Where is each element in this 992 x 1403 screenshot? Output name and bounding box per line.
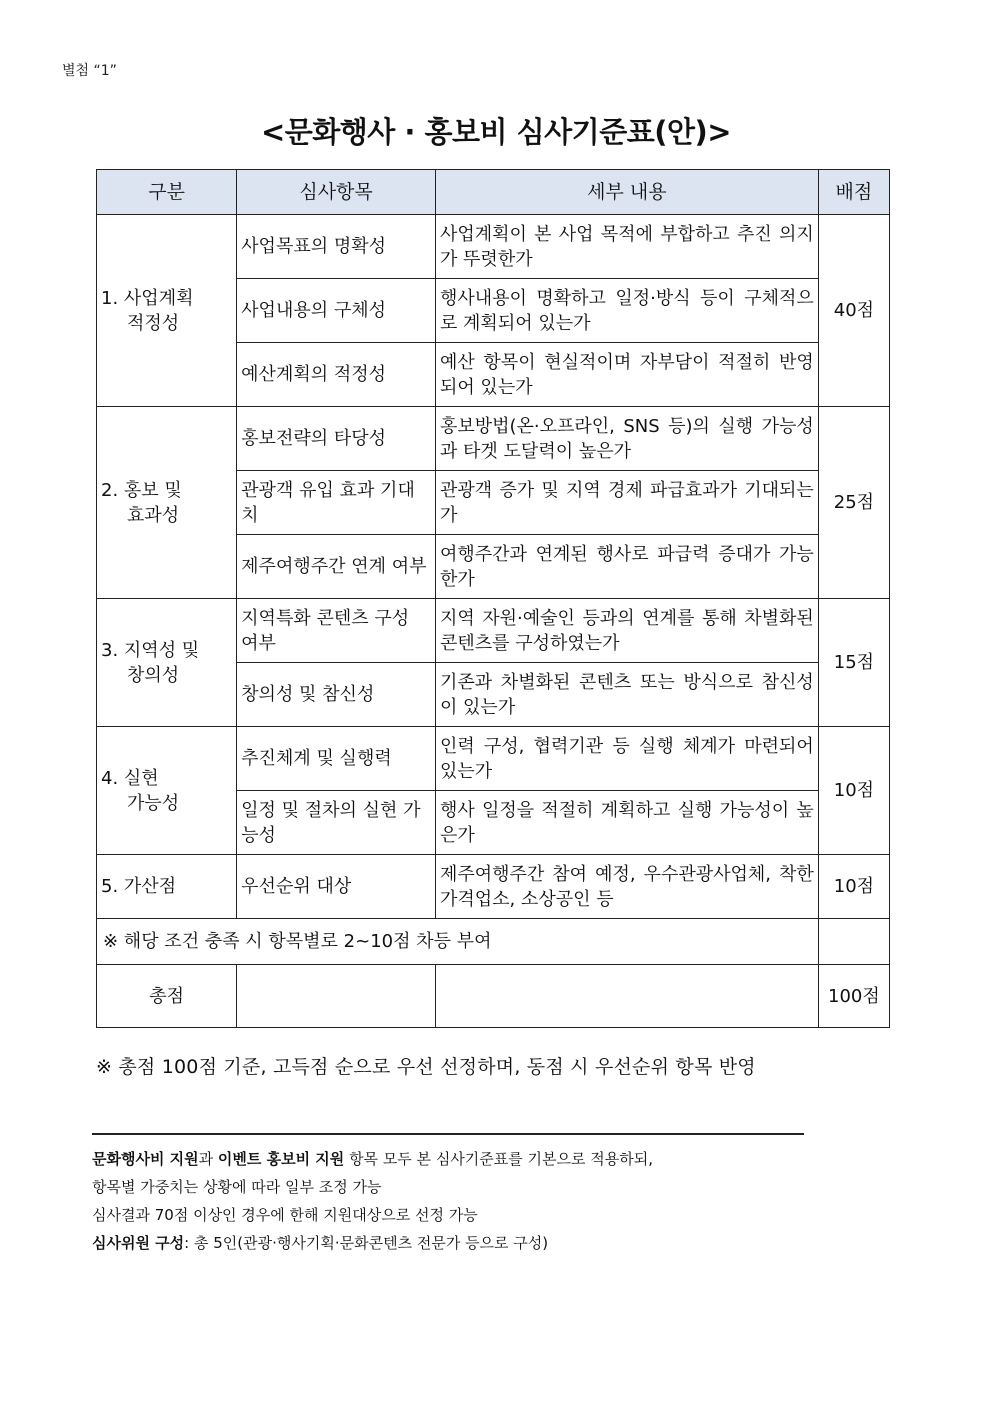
detail-cell: 지역 자원·예술인 등과의 연계를 통해 차별화된 콘텐츠를 구성하였는가 <box>435 599 818 663</box>
category-number: 5. <box>101 876 119 897</box>
table-row <box>97 599 890 663</box>
detail-cell: 예산 항목이 현실적이며 자부담이 적절히 반영되어 있는가 <box>435 343 818 407</box>
item-cell: 일정 및 절차의 실현 가능성 <box>237 791 436 855</box>
header-score: 배점 <box>818 170 889 215</box>
header-item: 심사항목 <box>237 170 436 215</box>
total-score: 100점 <box>818 965 889 1028</box>
detail-cell: 기존과 차별화된 콘텐츠 또는 방식으로 참신성이 있는가 <box>435 663 818 727</box>
item-cell: 사업목표의 명확성 <box>237 215 436 279</box>
category-number: 2. <box>101 479 119 501</box>
item-cell: 추진체계 및 실행력 <box>237 727 436 791</box>
footnote: ※ 총점 100점 기준, 고득점 순으로 우선 선정하며, 동점 시 우선순위 항목 반영 <box>96 1056 756 1078</box>
category-cell <box>97 407 237 599</box>
item-cell: 관광객 유입 효과 기대치 <box>237 471 436 535</box>
score-cell: 25점 <box>818 407 889 599</box>
note-bold-culture-event: 문화행사비 지원 <box>92 1150 199 1168</box>
total-row <box>97 965 890 1028</box>
category-name-line2: 창의성 <box>127 664 180 686</box>
note-text: 항목 모두 본 심사기준표를 기본으로 적용하되, <box>344 1150 653 1168</box>
note-text: 과 <box>198 1150 218 1168</box>
detail-cell: 인력 구성, 협력기관 등 실행 체계가 마련되어 있는가 <box>435 727 818 791</box>
page-title: <문화행사 · 홍보비 심사기준표(안)> <box>260 115 732 149</box>
detail-cell: 사업계획이 본 사업 목적에 부합하고 추진 의지가 뚜렷한가 <box>435 215 818 279</box>
category-name-line2: 가능성 <box>127 792 180 814</box>
category-name-line1: 실현 <box>123 767 159 789</box>
item-cell: 지역특화 콘텐츠 구성 여부 <box>237 599 436 663</box>
category-cell <box>97 599 237 727</box>
criteria-table <box>96 169 890 1028</box>
score-cell: 10점 <box>818 727 889 855</box>
category-cell <box>97 855 237 919</box>
category-cell <box>97 727 237 855</box>
detail-cell: 관광객 증가 및 지역 경제 파급효과가 기대되는가 <box>435 471 818 535</box>
bonus-note-row <box>97 919 890 965</box>
item-cell: 제주여행주간 연계 여부 <box>237 535 436 599</box>
score-cell: 40점 <box>818 215 889 407</box>
table-row <box>97 727 890 791</box>
bonus-note: ※ 해당 조건 충족 시 항목별로 2~10점 차등 부여 <box>97 919 819 965</box>
detail-cell: 홍보방법(온·오프라인, SNS 등)의 실행 가능성과 타겟 도달력이 높은가 <box>435 407 818 471</box>
table-row <box>97 215 890 279</box>
score-cell: 15점 <box>818 599 889 727</box>
note-line-1 <box>92 1145 653 1173</box>
item-cell: 사업내용의 구체성 <box>237 279 436 343</box>
note-text: : 총 5인(관광·행사기획·문화콘텐츠 전문가 등으로 구성) <box>184 1234 549 1252</box>
header-detail: 세부 내용 <box>435 170 818 215</box>
detail-cell: 행사 일정을 적절히 계획하고 실행 가능성이 높은가 <box>435 791 818 855</box>
total-empty-detail <box>435 965 818 1028</box>
category-name-line1: 가산점 <box>123 876 177 897</box>
total-empty-item <box>237 965 436 1028</box>
divider <box>92 1133 804 1135</box>
note-line-4 <box>92 1229 653 1257</box>
category-number: 1. <box>101 287 119 309</box>
category-name-line1: 지역성 및 <box>123 639 200 661</box>
item-cell: 창의성 및 참신성 <box>237 663 436 727</box>
category-cell <box>97 215 237 407</box>
category-name-line2: 효과성 <box>127 504 180 526</box>
category-name-line2: 적정성 <box>127 312 180 334</box>
note-bold-committee: 심사위원 구성 <box>92 1234 185 1252</box>
note-bold-event-promo: 이벤트 홍보비 지원 <box>217 1150 345 1168</box>
category-name-line1: 사업계획 <box>123 287 194 309</box>
item-cell: 예산계획의 적정성 <box>237 343 436 407</box>
table-row <box>97 407 890 471</box>
note-line-2: 항목별 가중치는 상황에 따라 일부 조정 가능 <box>92 1178 382 1196</box>
score-cell: 10점 <box>818 855 889 919</box>
notes-block <box>92 1145 653 1257</box>
item-cell: 홍보전략의 타당성 <box>237 407 436 471</box>
header-category: 구분 <box>97 170 237 215</box>
total-label: 총점 <box>97 965 237 1028</box>
category-number: 4. <box>101 767 119 789</box>
category-number: 3. <box>101 639 119 661</box>
attachment-label: 별첨 “1” <box>62 63 117 79</box>
detail-cell: 제주여행주간 참여 예정, 우수관광사업체, 착한가격업소, 소상공인 등 <box>435 855 818 919</box>
detail-cell: 행사내용이 명확하고 일정·방식 등이 구체적으로 계획되어 있는가 <box>435 279 818 343</box>
detail-cell: 여행주간과 연계된 행사로 파급력 증대가 가능한가 <box>435 535 818 599</box>
table-header-row <box>97 170 890 215</box>
table-row <box>97 855 890 919</box>
note-line-3: 심사결과 70점 이상인 경우에 한해 지원대상으로 선정 가능 <box>92 1206 478 1224</box>
bonus-note-score-cell <box>818 919 889 965</box>
item-cell: 우선순위 대상 <box>237 855 436 919</box>
category-name-line1: 홍보 및 <box>123 479 182 501</box>
